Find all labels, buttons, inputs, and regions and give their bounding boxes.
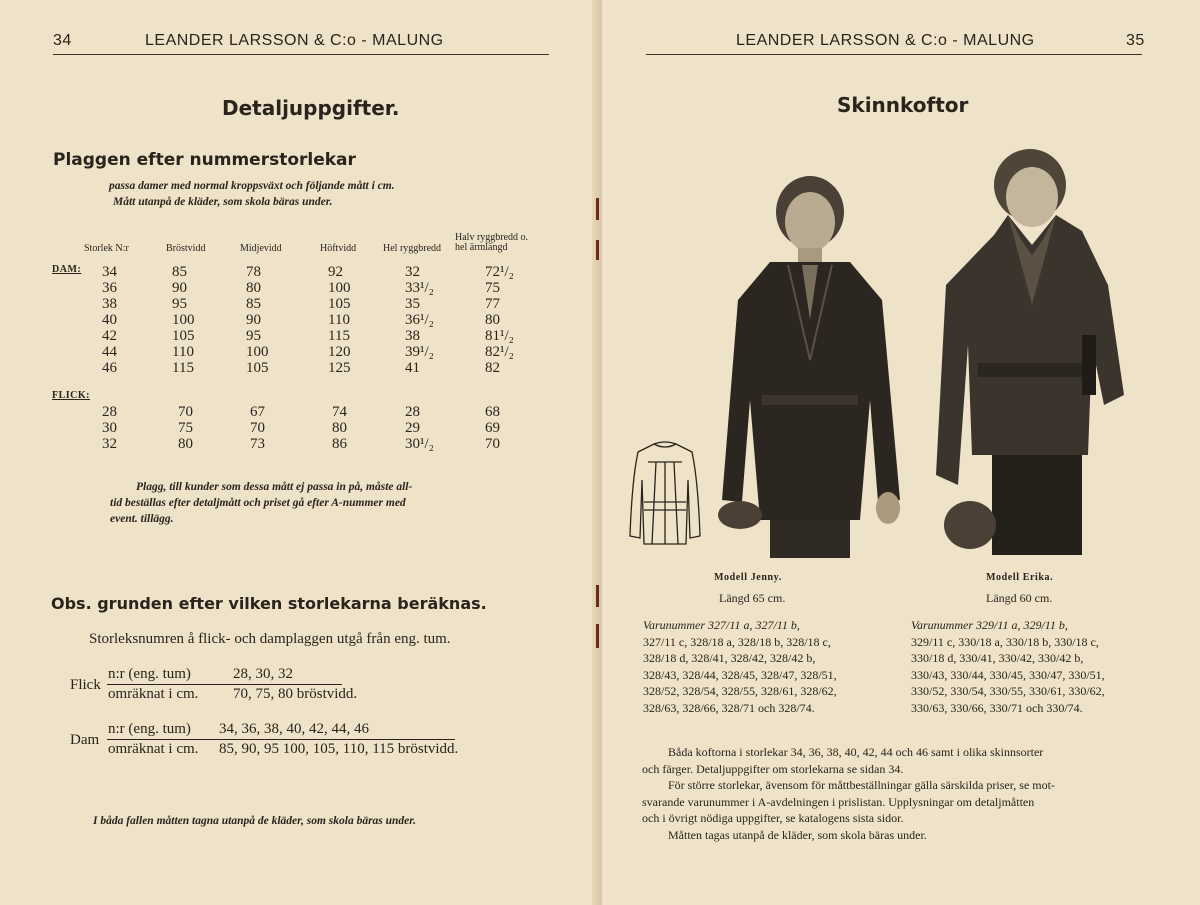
binding-mark bbox=[596, 198, 599, 220]
model-erika-name: Modell Erika. bbox=[986, 572, 1054, 583]
running-head-left: LEANDER LARSSON & C:o - MALUNG bbox=[145, 32, 444, 49]
cell: 41 bbox=[405, 360, 420, 376]
flick-size-col bbox=[102, 404, 117, 452]
model-jenny-name: Modell Jenny. bbox=[714, 572, 782, 583]
conv-dam-row1-label: n:r (eng. tum) bbox=[108, 721, 191, 737]
varnr-line: Varunummer 327/11 a, 327/11 b, bbox=[643, 618, 800, 632]
cell: 75 bbox=[178, 420, 193, 436]
cell: 32 bbox=[102, 436, 117, 452]
binding-mark bbox=[596, 240, 599, 260]
note-line-3: event. tillägg. bbox=[110, 513, 174, 525]
varnr-line: 330/63, 330/66, 330/71 och 330/74. bbox=[911, 700, 1083, 715]
dam-brost-col bbox=[172, 264, 195, 376]
cell: 86 bbox=[332, 436, 347, 452]
cell: 90 bbox=[172, 280, 187, 296]
dam-midje-col bbox=[246, 264, 269, 376]
running-head-right: LEANDER LARSSON & C:o - MALUNG bbox=[736, 32, 1035, 49]
cell: 28 bbox=[405, 404, 420, 420]
cell: 110 bbox=[328, 312, 350, 328]
note-line-2: tid beställas efter detaljmått och priset gå efter A-nummer med bbox=[110, 497, 406, 509]
jacket-back-sketch-icon bbox=[626, 440, 704, 548]
conv-flick-rule bbox=[107, 684, 342, 685]
desc-line: För större storlekar, ävensom för måttbeställningar gälla särskilda priser, se mot- bbox=[668, 778, 1055, 792]
cell: 36¹/₂ bbox=[405, 312, 434, 328]
intro-line-2: Mått utanpå de kläder, som skola bäras under. bbox=[113, 196, 333, 208]
desc-line: svarande varunummer i A-avdelningen i prislistan. Upplysningar om detaljmåtten bbox=[642, 794, 1035, 809]
cell: 40 bbox=[102, 312, 117, 328]
cell: 28 bbox=[102, 404, 117, 420]
model-jenny-length: Längd 65 cm. bbox=[719, 591, 786, 605]
desc-line: Båda koftorna i storlekar 34, 36, 38, 40, 42, 44 och 46 samt i olika skinnsorter bbox=[668, 745, 1044, 759]
cell: 120 bbox=[328, 344, 351, 360]
cell: 36 bbox=[102, 280, 117, 296]
table-header-halv: Halv ryggbredd o. hel ärmlängd bbox=[455, 232, 529, 253]
cell: 75 bbox=[485, 280, 500, 296]
cell: 42 bbox=[102, 328, 117, 344]
cell: 39¹/₂ bbox=[405, 344, 434, 360]
conv-flick-row1-label: n:r (eng. tum) bbox=[108, 666, 191, 682]
cell: 105 bbox=[246, 360, 269, 376]
cell: 100 bbox=[172, 312, 195, 328]
footer-note: I båda fallen måtten tagna utanpå de kläder, som skola bäras under. bbox=[93, 815, 417, 827]
cell: 38 bbox=[405, 328, 420, 344]
flick-brost-col bbox=[178, 404, 193, 452]
table-header-hoft: Höftvidd bbox=[320, 243, 357, 254]
model-erika-length: Längd 60 cm. bbox=[986, 591, 1053, 605]
model-erika-varunummer bbox=[911, 617, 1105, 716]
obs-text: Storleksnumren å flick- och damplaggen utgå från eng. tum. bbox=[89, 631, 451, 647]
cell: 30¹/₂ bbox=[405, 436, 434, 452]
page-number-right: 35 bbox=[1126, 32, 1145, 49]
cell: 115 bbox=[172, 360, 194, 376]
varnr-line: 329/11 c, 330/18 a, 330/18 b, 330/18 c, bbox=[911, 634, 1099, 649]
cell: 32 bbox=[405, 264, 420, 280]
cell: 33¹/₂ bbox=[405, 280, 434, 296]
cell: 70 bbox=[250, 420, 265, 436]
varnr-line: 327/11 c, 328/18 a, 328/18 b, 328/18 c, bbox=[643, 634, 831, 649]
section-heading: Plaggen efter nummerstorlekar bbox=[53, 150, 356, 170]
conv-flick-row2-values: 70, 75, 80 bröstvidd. bbox=[233, 686, 358, 702]
binding-mark bbox=[596, 585, 599, 607]
cell: 70 bbox=[178, 404, 193, 420]
dam-size-col bbox=[102, 264, 117, 376]
conv-flick-label: Flick bbox=[70, 677, 101, 693]
header-rule-left bbox=[53, 54, 549, 55]
varnr-line: 328/63, 328/66, 328/71 och 328/74. bbox=[643, 700, 815, 715]
model-erika-photo bbox=[932, 145, 1132, 560]
varnr-line: 328/18 d, 328/41, 328/42, 328/42 b, bbox=[643, 651, 816, 665]
cell: 95 bbox=[172, 296, 187, 312]
cell: 29 bbox=[405, 420, 420, 436]
cell: 92 bbox=[328, 264, 343, 280]
flick-halv-col bbox=[485, 404, 500, 452]
cell: 77 bbox=[485, 296, 500, 312]
cell: 105 bbox=[328, 296, 351, 312]
cell: 115 bbox=[328, 328, 350, 344]
conv-flick-row1-values: 28, 30, 32 bbox=[233, 666, 293, 682]
left-page bbox=[0, 0, 598, 905]
conv-dam-row1-values: 34, 36, 38, 40, 42, 44, 46 bbox=[219, 721, 369, 737]
varnr-line: 328/52, 328/54, 328/55, 328/61, 328/62, bbox=[643, 684, 837, 698]
varnr-line: 330/52, 330/54, 330/55, 330/61, 330/62, bbox=[911, 684, 1105, 698]
cell: 85 bbox=[246, 296, 261, 312]
cell: 90 bbox=[246, 312, 261, 328]
dam-hoft-col bbox=[328, 264, 351, 376]
flick-label: FLICK: bbox=[52, 390, 90, 401]
table-header-size: Storlek N:r bbox=[84, 243, 129, 254]
cell: 82¹/₂ bbox=[485, 344, 514, 360]
varnr-line: 330/43, 330/44, 330/45, 330/47, 330/51, bbox=[911, 667, 1105, 682]
cell: 44 bbox=[102, 344, 117, 360]
binding-mark bbox=[596, 624, 599, 648]
cell: 74 bbox=[332, 404, 347, 420]
cell: 100 bbox=[328, 280, 351, 296]
conv-dam-row2-values: 85, 90, 95 100, 105, 110, 115 bröstvidd. bbox=[219, 741, 459, 757]
dam-rygg-col bbox=[405, 264, 434, 376]
varnr-line: Varunummer 329/11 a, 329/11 b, bbox=[911, 618, 1068, 632]
cell: 67 bbox=[250, 404, 265, 420]
model-jenny-varunummer bbox=[643, 617, 837, 716]
cell: 34 bbox=[102, 264, 117, 280]
cell: 80 bbox=[485, 312, 500, 328]
model-jenny-photo bbox=[710, 170, 910, 560]
page-title-right: Skinnkoftor bbox=[837, 93, 969, 117]
cell: 72¹/₂ bbox=[485, 264, 514, 280]
conv-dam-label: Dam bbox=[70, 732, 100, 748]
cell: 81¹/₂ bbox=[485, 328, 514, 344]
page-title-left: Detaljuppgifter. bbox=[222, 96, 400, 120]
cell: 80 bbox=[246, 280, 261, 296]
cell: 78 bbox=[246, 264, 261, 280]
cell: 80 bbox=[178, 436, 193, 452]
varnr-line: 328/43, 328/44, 328/45, 328/47, 328/51, bbox=[643, 667, 837, 682]
conv-dam-rule bbox=[107, 739, 455, 740]
varnr-line: 330/18 d, 330/41, 330/42, 330/42 b, bbox=[911, 651, 1084, 665]
cell: 105 bbox=[172, 328, 195, 344]
cell: 125 bbox=[328, 360, 351, 376]
cell: 69 bbox=[485, 420, 500, 436]
cell: 100 bbox=[246, 344, 269, 360]
header-rule-right bbox=[646, 54, 1142, 55]
intro-line-1: passa damer med normal kroppsväxt och följande mått i cm. bbox=[109, 180, 395, 192]
flick-hoft-col bbox=[332, 404, 347, 452]
cell: 82 bbox=[485, 360, 500, 376]
table-header-brost: Bröstvidd bbox=[166, 243, 206, 254]
description-block bbox=[642, 744, 1142, 843]
cell: 38 bbox=[102, 296, 117, 312]
cell: 85 bbox=[172, 264, 187, 280]
table-header-rygg: Hel ryggbredd bbox=[383, 243, 442, 254]
desc-line: och färger. Detaljuppgifter om storlekarna se sidan 34. bbox=[642, 761, 904, 776]
cell: 80 bbox=[332, 420, 347, 436]
dam-halv-col bbox=[485, 264, 514, 376]
flick-midje-col bbox=[250, 404, 265, 452]
table-header-midje: Midjevidd bbox=[240, 243, 282, 254]
cell: 46 bbox=[102, 360, 117, 376]
conv-flick-row2-label: omräknat i cm. bbox=[108, 686, 199, 702]
page-number-left: 34 bbox=[53, 32, 72, 49]
cell: 95 bbox=[246, 328, 261, 344]
cell: 30 bbox=[102, 420, 117, 436]
desc-line: Måtten tagas utanpå de kläder, som skola bäras under. bbox=[668, 827, 927, 842]
cell: 110 bbox=[172, 344, 194, 360]
cell: 73 bbox=[250, 436, 265, 452]
obs-heading: Obs. grunden efter vilken storlekarna beräknas. bbox=[51, 594, 487, 613]
cell: 68 bbox=[485, 404, 500, 420]
cell: 35 bbox=[405, 296, 420, 312]
flick-rygg-col bbox=[405, 404, 434, 452]
conv-dam-row2-label: omräknat i cm. bbox=[108, 741, 199, 757]
right-page bbox=[602, 0, 1200, 905]
note-line-1: Plagg, till kunder som dessa mått ej passa in på, måste all- bbox=[136, 481, 413, 493]
dam-label: DAM: bbox=[52, 264, 82, 275]
cell: 70 bbox=[485, 436, 500, 452]
desc-line: och i övrigt nödiga uppgifter, se katalogens sista sidor. bbox=[642, 811, 904, 825]
